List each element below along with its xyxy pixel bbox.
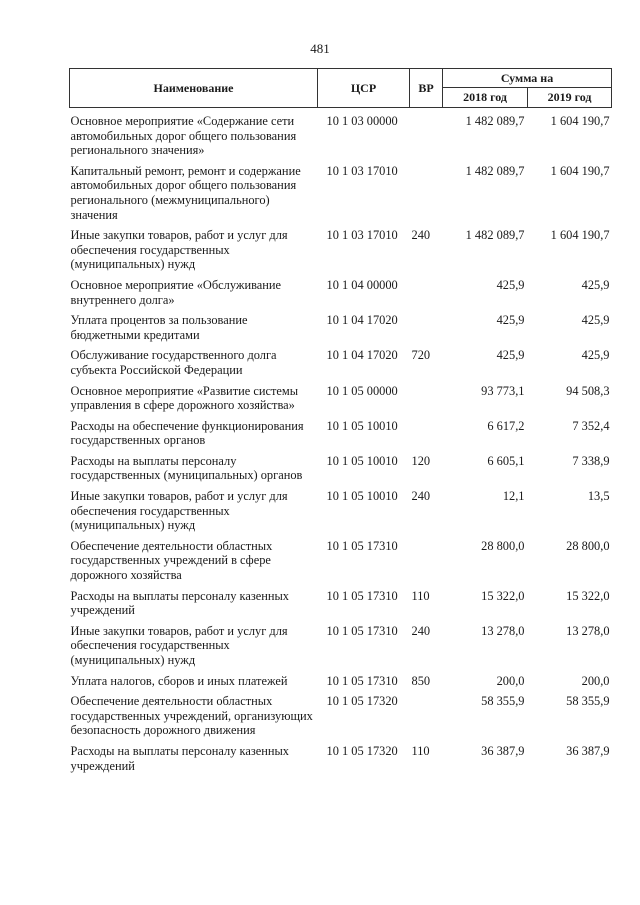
- cell-sum-2018: 1 482 089,7: [465, 163, 525, 178]
- header-sum: Сумма на: [443, 69, 612, 88]
- cell-sum-2018: 425,9: [496, 277, 525, 292]
- cell-vr: [410, 694, 443, 744]
- table-row: [70, 228, 612, 278]
- cell-vr: 110: [411, 743, 430, 758]
- cell-name: Уплата процентов за пользование бюджетными кредитами: [70, 313, 248, 342]
- cell-vr: [410, 539, 443, 589]
- table-row: [70, 164, 612, 228]
- cell-sum-2019: 13 278,0: [566, 623, 610, 638]
- cell-csr: 10 1 03 17010: [326, 163, 398, 178]
- cell-name: Расходы на выплаты персоналу казенных учреждений: [70, 743, 289, 773]
- cell-vr: [410, 108, 443, 164]
- cell-csr: 10 1 05 17310: [326, 588, 398, 603]
- cell-name: Обеспечение деятельности областных государственных учреждений, организующих безопасность дорожного движения: [70, 694, 313, 738]
- cell-csr: 10 1 05 10010: [326, 453, 398, 468]
- cell-vr: [410, 313, 443, 348]
- table-row: [70, 419, 612, 454]
- table-row: [70, 454, 612, 489]
- table-row: [70, 589, 612, 624]
- table-row: [70, 108, 612, 164]
- cell-sum-2018: 13 278,0: [481, 623, 525, 638]
- cell-csr: 10 1 05 17310: [326, 538, 398, 553]
- cell-sum-2019: 7 352,4: [572, 418, 610, 433]
- cell-name: Капитальный ремонт, ремонт и содержание автомобильных дорог общего пользования регионального (межмуниципального) значения: [70, 163, 301, 222]
- cell-csr: 10 1 03 17010: [326, 228, 398, 243]
- cell-sum-2018: 1 482 089,7: [465, 228, 525, 243]
- cell-vr: 240: [411, 228, 431, 243]
- cell-csr: 10 1 04 17020: [326, 313, 398, 328]
- header-name: Наименование: [70, 69, 318, 108]
- cell-name: Основное мероприятие «Развитие системы управления в сфере дорожного хозяйства»: [70, 383, 299, 413]
- cell-sum-2019: 200,0: [581, 673, 610, 688]
- cell-sum-2018: 425,9: [496, 348, 525, 363]
- table-row: [70, 384, 612, 419]
- table-row: [70, 539, 612, 589]
- table-row: [70, 694, 612, 744]
- cell-vr: 720: [411, 348, 431, 363]
- cell-sum-2019: 1 604 190,7: [550, 114, 610, 128]
- cell-name: Иные закупки товаров, работ и услуг для обеспечения государственных (муниципальных) нужд: [70, 228, 288, 272]
- cell-name: Уплата налогов, сборов и иных платежей: [70, 673, 288, 688]
- cell-sum-2018: 36 387,9: [481, 743, 525, 758]
- header-year-2019: 2019 год: [528, 88, 612, 108]
- cell-csr: 10 1 05 10010: [326, 418, 398, 433]
- cell-sum-2018: 425,9: [496, 313, 525, 328]
- table-row: [70, 313, 612, 348]
- cell-name: Обеспечение деятельности областных государственных учреждений в сфере дорожного хозяйства: [70, 538, 273, 583]
- header-vr: ВР: [410, 69, 443, 108]
- cell-csr: 10 1 05 17320: [326, 743, 398, 758]
- header-csr: ЦСР: [318, 69, 410, 108]
- cell-sum-2019: 13,5: [587, 489, 610, 504]
- cell-vr: 850: [411, 673, 431, 688]
- cell-sum-2019: 7 338,9: [572, 453, 610, 468]
- cell-csr: 10 1 05 00000: [326, 383, 398, 398]
- cell-sum-2018: 15 322,0: [481, 588, 525, 603]
- table-header: [70, 69, 612, 108]
- cell-sum-2018: 28 800,0: [481, 538, 525, 553]
- cell-sum-2019: 36 387,9: [566, 743, 610, 758]
- cell-sum-2018: 6 617,2: [487, 418, 525, 433]
- cell-vr: [410, 164, 443, 228]
- cell-name: Основное мероприятие «Обслуживание внутреннего долга»: [70, 277, 282, 307]
- cell-sum-2018: 12,1: [502, 489, 525, 504]
- cell-name: Основное мероприятие «Содержание сети автомобильных дорог общего пользования регионального значения»: [70, 114, 297, 158]
- cell-csr: 10 1 05 17320: [326, 694, 398, 709]
- cell-csr: 10 1 05 17310: [326, 623, 398, 638]
- cell-sum-2018: 6 605,1: [487, 453, 525, 468]
- table-row: [70, 624, 612, 674]
- budget-table: [69, 68, 612, 779]
- cell-sum-2018: 1 482 089,7: [465, 114, 525, 128]
- cell-name: Обслуживание государственного долга субъекта Российской Федерации: [70, 348, 277, 377]
- cell-vr: 110: [411, 588, 430, 603]
- table-row: [70, 674, 612, 695]
- cell-name: Иные закупки товаров, работ и услуг для обеспечения государственных (муниципальных) нужд: [70, 623, 288, 667]
- header-year-2018: 2018 год: [443, 88, 528, 108]
- cell-name: Расходы на выплаты персоналу казенных учреждений: [70, 588, 289, 618]
- cell-name: Расходы на обеспечение функционирования государственных органов: [70, 418, 304, 448]
- cell-sum-2019: 15 322,0: [566, 588, 610, 603]
- cell-sum-2019: 28 800,0: [566, 538, 610, 553]
- cell-sum-2019: 425,9: [581, 277, 610, 292]
- cell-sum-2019: 94 508,3: [566, 383, 610, 398]
- table-body: [70, 108, 612, 780]
- cell-csr: 10 1 05 10010: [326, 489, 398, 504]
- cell-vr: [410, 384, 443, 419]
- cell-vr: [410, 278, 443, 313]
- cell-sum-2019: 1 604 190,7: [550, 163, 610, 178]
- cell-name: Иные закупки товаров, работ и услуг для обеспечения государственных (муниципальных) нужд: [70, 489, 288, 533]
- cell-sum-2019: 58 355,9: [566, 694, 610, 709]
- table-row: [70, 278, 612, 313]
- cell-sum-2018: 58 355,9: [481, 694, 525, 709]
- cell-sum-2018: 200,0: [496, 673, 525, 688]
- cell-vr: 240: [411, 489, 431, 504]
- cell-csr: 10 1 04 00000: [326, 277, 398, 292]
- cell-sum-2019: 1 604 190,7: [550, 228, 610, 243]
- cell-name: Расходы на выплаты персоналу государственных (муниципальных) органов: [70, 453, 303, 483]
- cell-vr: 240: [411, 623, 431, 638]
- cell-sum-2019: 425,9: [581, 313, 610, 328]
- table-row: [70, 744, 612, 779]
- cell-csr: 10 1 04 17020: [326, 348, 398, 363]
- cell-csr: 10 1 03 00000: [326, 114, 398, 128]
- table-row: [70, 489, 612, 539]
- cell-sum-2019: 425,9: [581, 348, 610, 363]
- table-row: [70, 348, 612, 383]
- cell-vr: 120: [411, 453, 431, 468]
- cell-vr: [410, 419, 443, 454]
- page-number: 481: [310, 41, 330, 56]
- cell-sum-2018: 93 773,1: [481, 383, 525, 398]
- cell-csr: 10 1 05 17310: [326, 673, 398, 688]
